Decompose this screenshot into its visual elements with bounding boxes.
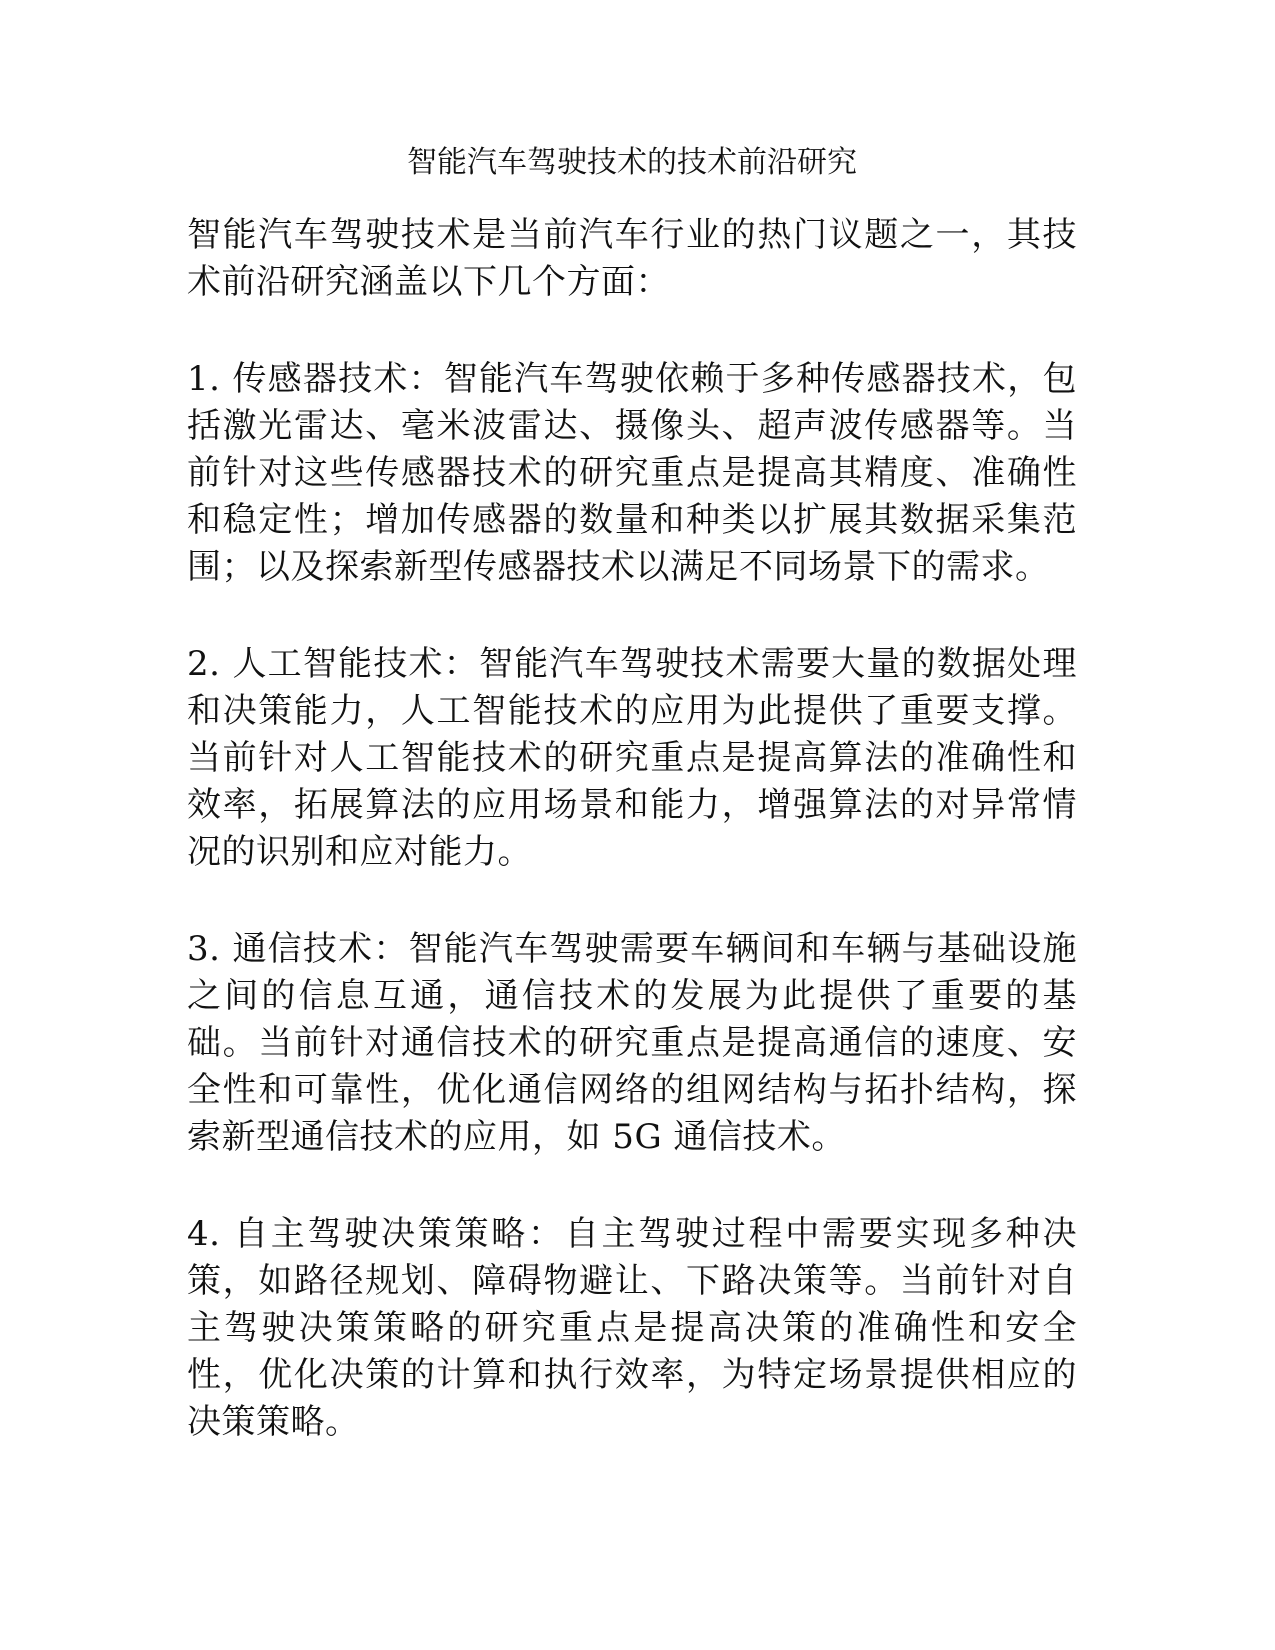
section-sensor-technology: 1. 传感器技术：智能汽车驾驶依赖于多种传感器技术，包括激光雷达、毫米波雷达、摄像头、超声波传感器等。当前针对这些传感器技术的研究重点是提高其精度、准确性和稳定性；增加传感器的数量和种类以扩展其数据采集范围；以及探索新型传感器技术以满足不同场景下的需求。 [187, 359, 1077, 587]
document-body [187, 140, 1077, 1496]
section-ai-technology: 2. 人工智能技术：智能汽车驾驶技术需要大量的数据处理和决策能力，人工智能技术的应用为此提供了重要支撑。当前针对人工智能技术的研究重点是提高算法的准确性和效率，拓展算法的应用场景和能力，增强算法的对异常情况的识别和应对能力。 [187, 644, 1077, 872]
section-decision-strategy: 4. 自主驾驶决策策略：自主驾驶过程中需要实现多种决策，如路径规划、障碍物避让、下路决策等。当前针对自主驾驶决策策略的研究重点是提高决策的准确性和安全性，优化决策的计算和执行效率，为特定场景提供相应的决策策略。 [187, 1214, 1077, 1442]
intro-paragraph: 智能汽车驾驶技术是当前汽车行业的热门议题之一，其技术前沿研究涵盖以下几个方面： [187, 215, 1077, 302]
section-communication-technology: 3. 通信技术：智能汽车驾驶需要车辆间和车辆与基础设施之间的信息互通，通信技术的发展为此提供了重要的基础。当前针对通信技术的研究重点是提高通信的速度、安全性和可靠性，优化通信网络的组网结构与拓扑结构，探索新型通信技术的应用，如 5G 通信技术。 [187, 929, 1077, 1157]
document-title: 智能汽车驾驶技术的技术前沿研究 [407, 145, 857, 180]
